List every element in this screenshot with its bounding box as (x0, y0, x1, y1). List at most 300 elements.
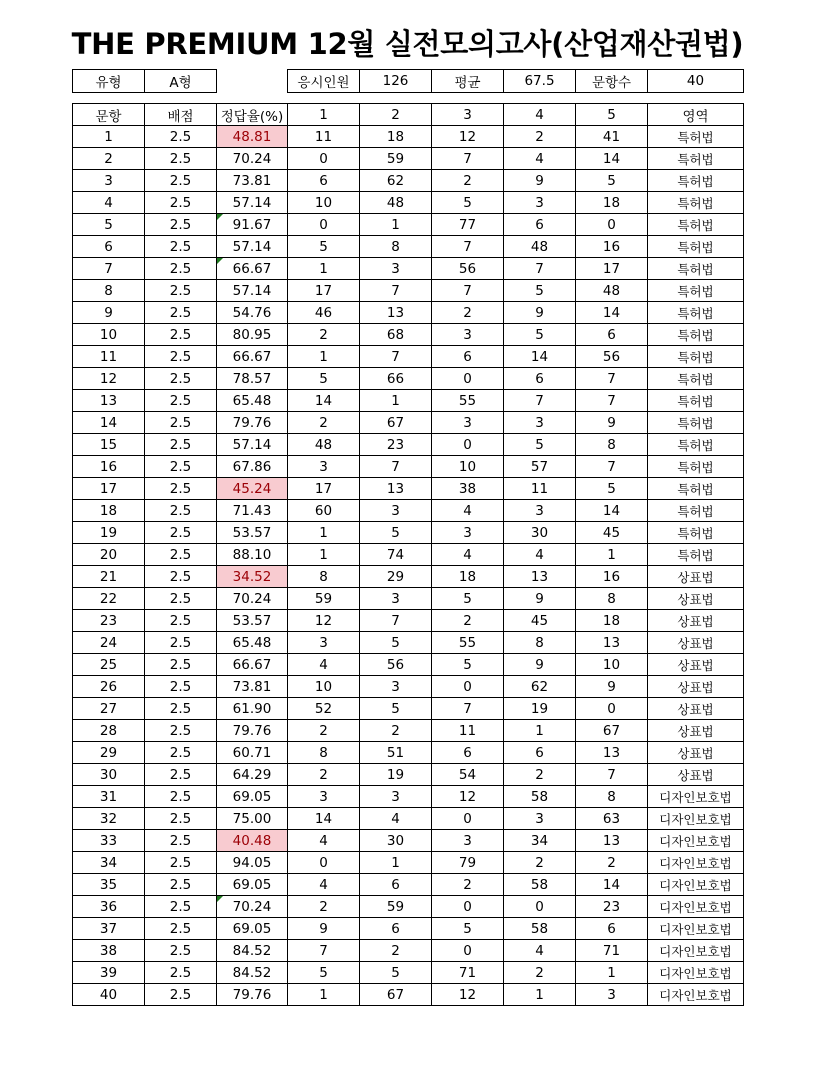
choice-3-cell[interactable]: 5 (432, 588, 504, 610)
choice-2-cell[interactable]: 3 (360, 786, 432, 808)
correct-rate-cell[interactable]: 53.57 (217, 522, 288, 544)
choice-2-cell[interactable]: 68 (360, 324, 432, 346)
area-cell[interactable]: 특허법 (648, 434, 744, 456)
choice-4-cell[interactable]: 2 (504, 852, 576, 874)
question-number-cell[interactable]: 8 (73, 280, 145, 302)
question-number-cell[interactable]: 29 (73, 742, 145, 764)
choice-3-cell[interactable]: 77 (432, 214, 504, 236)
choice-5-cell[interactable]: 8 (576, 434, 648, 456)
score-cell[interactable]: 2.5 (145, 610, 217, 632)
choice-2-cell[interactable]: 3 (360, 676, 432, 698)
choice-4-cell[interactable]: 58 (504, 918, 576, 940)
choice-5-cell[interactable]: 8 (576, 588, 648, 610)
area-cell[interactable]: 디자인보호법 (648, 808, 744, 830)
choice-2-cell[interactable]: 7 (360, 280, 432, 302)
choice-1-cell[interactable]: 4 (288, 874, 360, 896)
question-number-cell[interactable]: 2 (73, 148, 145, 170)
header-choice-4[interactable]: 4 (504, 104, 576, 126)
area-cell[interactable]: 특허법 (648, 214, 744, 236)
choice-1-cell[interactable]: 10 (288, 192, 360, 214)
correct-rate-cell[interactable]: 66.67 (217, 258, 288, 280)
area-cell[interactable]: 디자인보호법 (648, 962, 744, 984)
score-cell[interactable]: 2.5 (145, 126, 217, 148)
choice-1-cell[interactable]: 0 (288, 214, 360, 236)
choice-2-cell[interactable]: 1 (360, 214, 432, 236)
correct-rate-cell[interactable]: 79.76 (217, 984, 288, 1006)
correct-rate-cell[interactable]: 66.67 (217, 654, 288, 676)
choice-3-cell[interactable]: 11 (432, 720, 504, 742)
choice-2-cell[interactable]: 4 (360, 808, 432, 830)
correct-rate-cell[interactable]: 70.24 (217, 588, 288, 610)
score-cell[interactable]: 2.5 (145, 478, 217, 500)
choice-1-cell[interactable]: 3 (288, 456, 360, 478)
correct-rate-cell[interactable]: 75.00 (217, 808, 288, 830)
choice-4-cell[interactable]: 1 (504, 984, 576, 1006)
choice-2-cell[interactable]: 18 (360, 126, 432, 148)
score-cell[interactable]: 2.5 (145, 214, 217, 236)
question-number-cell[interactable]: 4 (73, 192, 145, 214)
choice-1-cell[interactable]: 0 (288, 148, 360, 170)
choice-1-cell[interactable]: 4 (288, 654, 360, 676)
choice-1-cell[interactable]: 1 (288, 522, 360, 544)
area-cell[interactable]: 특허법 (648, 478, 744, 500)
area-cell[interactable]: 특허법 (648, 280, 744, 302)
choice-5-cell[interactable]: 48 (576, 280, 648, 302)
choice-4-cell[interactable]: 3 (504, 808, 576, 830)
choice-1-cell[interactable]: 14 (288, 390, 360, 412)
choice-5-cell[interactable]: 8 (576, 786, 648, 808)
choice-3-cell[interactable]: 0 (432, 434, 504, 456)
choice-3-cell[interactable]: 3 (432, 324, 504, 346)
question-number-cell[interactable]: 5 (73, 214, 145, 236)
choice-4-cell[interactable]: 30 (504, 522, 576, 544)
choice-3-cell[interactable]: 5 (432, 192, 504, 214)
score-cell[interactable]: 2.5 (145, 390, 217, 412)
choice-2-cell[interactable]: 3 (360, 500, 432, 522)
choice-2-cell[interactable]: 48 (360, 192, 432, 214)
area-cell[interactable]: 특허법 (648, 500, 744, 522)
choice-2-cell[interactable]: 6 (360, 918, 432, 940)
choice-5-cell[interactable]: 67 (576, 720, 648, 742)
choice-4-cell[interactable]: 45 (504, 610, 576, 632)
choice-3-cell[interactable]: 55 (432, 390, 504, 412)
choice-2-cell[interactable]: 56 (360, 654, 432, 676)
question-number-cell[interactable]: 27 (73, 698, 145, 720)
score-cell[interactable]: 2.5 (145, 566, 217, 588)
choice-3-cell[interactable]: 7 (432, 236, 504, 258)
choice-2-cell[interactable]: 29 (360, 566, 432, 588)
question-number-cell[interactable]: 34 (73, 852, 145, 874)
choice-5-cell[interactable]: 2 (576, 852, 648, 874)
choice-3-cell[interactable]: 3 (432, 522, 504, 544)
score-cell[interactable]: 2.5 (145, 940, 217, 962)
choice-4-cell[interactable]: 19 (504, 698, 576, 720)
choice-5-cell[interactable]: 45 (576, 522, 648, 544)
choice-3-cell[interactable]: 71 (432, 962, 504, 984)
question-number-cell[interactable]: 26 (73, 676, 145, 698)
choice-5-cell[interactable]: 7 (576, 456, 648, 478)
choice-2-cell[interactable]: 30 (360, 830, 432, 852)
choice-4-cell[interactable]: 7 (504, 258, 576, 280)
choice-2-cell[interactable]: 2 (360, 720, 432, 742)
correct-rate-cell[interactable]: 69.05 (217, 874, 288, 896)
choice-2-cell[interactable]: 23 (360, 434, 432, 456)
area-cell[interactable]: 특허법 (648, 368, 744, 390)
correct-rate-cell[interactable]: 69.05 (217, 918, 288, 940)
choice-5-cell[interactable]: 63 (576, 808, 648, 830)
correct-rate-cell[interactable]: 70.24 (217, 896, 288, 918)
choice-3-cell[interactable]: 55 (432, 632, 504, 654)
choice-5-cell[interactable]: 18 (576, 610, 648, 632)
choice-4-cell[interactable]: 57 (504, 456, 576, 478)
average-value[interactable]: 67.5 (504, 70, 576, 93)
choice-4-cell[interactable]: 48 (504, 236, 576, 258)
area-cell[interactable]: 상표법 (648, 764, 744, 786)
choice-4-cell[interactable]: 5 (504, 324, 576, 346)
choice-2-cell[interactable]: 7 (360, 456, 432, 478)
choice-1-cell[interactable]: 2 (288, 412, 360, 434)
choice-4-cell[interactable]: 1 (504, 720, 576, 742)
question-number-cell[interactable]: 6 (73, 236, 145, 258)
choice-1-cell[interactable]: 1 (288, 544, 360, 566)
score-cell[interactable]: 2.5 (145, 324, 217, 346)
question-number-cell[interactable]: 14 (73, 412, 145, 434)
choice-2-cell[interactable]: 2 (360, 940, 432, 962)
correct-rate-cell[interactable]: 60.71 (217, 742, 288, 764)
correct-rate-cell[interactable]: 57.14 (217, 192, 288, 214)
question-number-cell[interactable]: 30 (73, 764, 145, 786)
choice-4-cell[interactable]: 2 (504, 764, 576, 786)
choice-2-cell[interactable]: 5 (360, 522, 432, 544)
choice-4-cell[interactable]: 0 (504, 896, 576, 918)
choice-5-cell[interactable]: 5 (576, 478, 648, 500)
choice-4-cell[interactable]: 9 (504, 654, 576, 676)
choice-1-cell[interactable]: 2 (288, 720, 360, 742)
area-cell[interactable]: 디자인보호법 (648, 940, 744, 962)
choice-2-cell[interactable]: 67 (360, 984, 432, 1006)
choice-5-cell[interactable]: 16 (576, 236, 648, 258)
choice-4-cell[interactable]: 3 (504, 412, 576, 434)
choice-2-cell[interactable]: 13 (360, 302, 432, 324)
question-number-cell[interactable]: 32 (73, 808, 145, 830)
score-cell[interactable]: 2.5 (145, 522, 217, 544)
question-number-cell[interactable]: 35 (73, 874, 145, 896)
question-number-cell[interactable]: 31 (73, 786, 145, 808)
area-cell[interactable]: 디자인보호법 (648, 830, 744, 852)
question-number-cell[interactable]: 24 (73, 632, 145, 654)
choice-5-cell[interactable]: 1 (576, 962, 648, 984)
question-number-cell[interactable]: 19 (73, 522, 145, 544)
correct-rate-cell[interactable]: 84.52 (217, 940, 288, 962)
choice-1-cell[interactable]: 46 (288, 302, 360, 324)
question-number-cell[interactable]: 36 (73, 896, 145, 918)
score-cell[interactable]: 2.5 (145, 192, 217, 214)
choice-3-cell[interactable]: 12 (432, 126, 504, 148)
score-cell[interactable]: 2.5 (145, 698, 217, 720)
choice-3-cell[interactable]: 7 (432, 280, 504, 302)
examinees-label[interactable]: 응시인원 (288, 70, 360, 93)
choice-5-cell[interactable]: 5 (576, 170, 648, 192)
choice-4-cell[interactable]: 6 (504, 742, 576, 764)
choice-1-cell[interactable]: 2 (288, 764, 360, 786)
area-cell[interactable]: 특허법 (648, 522, 744, 544)
choice-4-cell[interactable]: 13 (504, 566, 576, 588)
choice-3-cell[interactable]: 0 (432, 896, 504, 918)
choice-4-cell[interactable]: 14 (504, 346, 576, 368)
choice-5-cell[interactable]: 18 (576, 192, 648, 214)
type-label[interactable]: 유형 (73, 70, 145, 93)
score-cell[interactable]: 2.5 (145, 808, 217, 830)
choice-4-cell[interactable]: 6 (504, 368, 576, 390)
choice-5-cell[interactable]: 6 (576, 918, 648, 940)
question-number-cell[interactable]: 17 (73, 478, 145, 500)
choice-1-cell[interactable]: 8 (288, 566, 360, 588)
choice-1-cell[interactable]: 8 (288, 742, 360, 764)
choice-1-cell[interactable]: 6 (288, 170, 360, 192)
score-cell[interactable]: 2.5 (145, 346, 217, 368)
correct-rate-cell[interactable]: 78.57 (217, 368, 288, 390)
area-cell[interactable]: 특허법 (648, 126, 744, 148)
correct-rate-cell[interactable]: 79.76 (217, 720, 288, 742)
correct-rate-cell[interactable]: 70.24 (217, 148, 288, 170)
header-choice-5[interactable]: 5 (576, 104, 648, 126)
choice-5-cell[interactable]: 10 (576, 654, 648, 676)
choice-5-cell[interactable]: 13 (576, 742, 648, 764)
choice-5-cell[interactable]: 14 (576, 302, 648, 324)
choice-5-cell[interactable]: 14 (576, 500, 648, 522)
choice-4-cell[interactable]: 5 (504, 280, 576, 302)
choice-2-cell[interactable]: 51 (360, 742, 432, 764)
question-number-cell[interactable]: 11 (73, 346, 145, 368)
correct-rate-cell[interactable]: 91.67 (217, 214, 288, 236)
question-number-cell[interactable]: 9 (73, 302, 145, 324)
choice-5-cell[interactable]: 56 (576, 346, 648, 368)
choice-3-cell[interactable]: 12 (432, 984, 504, 1006)
choice-5-cell[interactable]: 7 (576, 368, 648, 390)
correct-rate-cell[interactable]: 57.14 (217, 236, 288, 258)
question-number-cell[interactable]: 20 (73, 544, 145, 566)
choice-2-cell[interactable]: 3 (360, 588, 432, 610)
choice-5-cell[interactable]: 17 (576, 258, 648, 280)
area-cell[interactable]: 상표법 (648, 566, 744, 588)
score-cell[interactable]: 2.5 (145, 258, 217, 280)
score-cell[interactable]: 2.5 (145, 676, 217, 698)
question-number-cell[interactable]: 15 (73, 434, 145, 456)
area-cell[interactable]: 상표법 (648, 632, 744, 654)
area-cell[interactable]: 특허법 (648, 170, 744, 192)
choice-3-cell[interactable]: 3 (432, 830, 504, 852)
header-question[interactable]: 문항 (73, 104, 145, 126)
choice-5-cell[interactable]: 14 (576, 148, 648, 170)
area-cell[interactable]: 상표법 (648, 676, 744, 698)
choice-2-cell[interactable]: 67 (360, 412, 432, 434)
area-cell[interactable]: 특허법 (648, 456, 744, 478)
choice-1-cell[interactable]: 60 (288, 500, 360, 522)
choice-1-cell[interactable]: 17 (288, 478, 360, 500)
correct-rate-cell[interactable]: 61.90 (217, 698, 288, 720)
choice-4-cell[interactable]: 11 (504, 478, 576, 500)
choice-3-cell[interactable]: 56 (432, 258, 504, 280)
score-cell[interactable]: 2.5 (145, 962, 217, 984)
choice-1-cell[interactable]: 59 (288, 588, 360, 610)
choice-2-cell[interactable]: 1 (360, 390, 432, 412)
score-cell[interactable]: 2.5 (145, 852, 217, 874)
choice-5-cell[interactable]: 13 (576, 632, 648, 654)
examinees-value[interactable]: 126 (360, 70, 432, 93)
choice-4-cell[interactable]: 58 (504, 874, 576, 896)
score-cell[interactable]: 2.5 (145, 786, 217, 808)
choice-4-cell[interactable]: 58 (504, 786, 576, 808)
score-cell[interactable]: 2.5 (145, 720, 217, 742)
correct-rate-cell[interactable]: 88.10 (217, 544, 288, 566)
choice-4-cell[interactable]: 5 (504, 434, 576, 456)
score-cell[interactable]: 2.5 (145, 830, 217, 852)
choice-2-cell[interactable]: 5 (360, 632, 432, 654)
question-number-cell[interactable]: 25 (73, 654, 145, 676)
area-cell[interactable]: 특허법 (648, 390, 744, 412)
choice-2-cell[interactable]: 19 (360, 764, 432, 786)
question-number-cell[interactable]: 33 (73, 830, 145, 852)
question-number-cell[interactable]: 1 (73, 126, 145, 148)
choice-5-cell[interactable]: 3 (576, 984, 648, 1006)
choice-1-cell[interactable]: 1 (288, 258, 360, 280)
score-cell[interactable]: 2.5 (145, 984, 217, 1006)
choice-4-cell[interactable]: 9 (504, 588, 576, 610)
choice-2-cell[interactable]: 5 (360, 962, 432, 984)
choice-4-cell[interactable]: 7 (504, 390, 576, 412)
choice-3-cell[interactable]: 54 (432, 764, 504, 786)
choice-5-cell[interactable]: 0 (576, 698, 648, 720)
choice-4-cell[interactable]: 2 (504, 962, 576, 984)
score-cell[interactable]: 2.5 (145, 170, 217, 192)
choice-2-cell[interactable]: 5 (360, 698, 432, 720)
choice-1-cell[interactable]: 1 (288, 984, 360, 1006)
correct-rate-cell[interactable]: 54.76 (217, 302, 288, 324)
score-cell[interactable]: 2.5 (145, 368, 217, 390)
choice-3-cell[interactable]: 38 (432, 478, 504, 500)
choice-5-cell[interactable]: 71 (576, 940, 648, 962)
choice-1-cell[interactable]: 3 (288, 786, 360, 808)
correct-rate-cell[interactable]: 73.81 (217, 676, 288, 698)
choice-4-cell[interactable]: 34 (504, 830, 576, 852)
correct-rate-cell[interactable]: 73.81 (217, 170, 288, 192)
choice-3-cell[interactable]: 0 (432, 940, 504, 962)
choice-2-cell[interactable]: 3 (360, 258, 432, 280)
score-cell[interactable]: 2.5 (145, 874, 217, 896)
choice-5-cell[interactable]: 41 (576, 126, 648, 148)
area-cell[interactable]: 특허법 (648, 148, 744, 170)
question-number-cell[interactable]: 38 (73, 940, 145, 962)
score-cell[interactable]: 2.5 (145, 588, 217, 610)
area-cell[interactable]: 디자인보호법 (648, 984, 744, 1006)
correct-rate-cell[interactable]: 34.52 (217, 566, 288, 588)
question-number-cell[interactable]: 40 (73, 984, 145, 1006)
choice-3-cell[interactable]: 3 (432, 412, 504, 434)
choice-5-cell[interactable]: 1 (576, 544, 648, 566)
choice-4-cell[interactable]: 3 (504, 500, 576, 522)
correct-rate-cell[interactable]: 65.48 (217, 390, 288, 412)
type-value[interactable]: A형 (145, 70, 217, 93)
score-cell[interactable]: 2.5 (145, 742, 217, 764)
correct-rate-cell[interactable]: 45.24 (217, 478, 288, 500)
score-cell[interactable]: 2.5 (145, 280, 217, 302)
question-number-cell[interactable]: 16 (73, 456, 145, 478)
choice-4-cell[interactable]: 9 (504, 170, 576, 192)
choice-3-cell[interactable]: 6 (432, 742, 504, 764)
correct-rate-cell[interactable]: 57.14 (217, 434, 288, 456)
choice-1-cell[interactable]: 11 (288, 126, 360, 148)
area-cell[interactable]: 상표법 (648, 610, 744, 632)
choice-3-cell[interactable]: 2 (432, 170, 504, 192)
score-cell[interactable]: 2.5 (145, 632, 217, 654)
question-number-cell[interactable]: 10 (73, 324, 145, 346)
choice-3-cell[interactable]: 2 (432, 610, 504, 632)
area-cell[interactable]: 특허법 (648, 192, 744, 214)
question-number-cell[interactable]: 21 (73, 566, 145, 588)
header-area[interactable]: 영역 (648, 104, 744, 126)
choice-1-cell[interactable]: 5 (288, 962, 360, 984)
choice-3-cell[interactable]: 6 (432, 346, 504, 368)
choice-5-cell[interactable]: 7 (576, 390, 648, 412)
choice-5-cell[interactable]: 13 (576, 830, 648, 852)
area-cell[interactable]: 특허법 (648, 346, 744, 368)
question-number-cell[interactable]: 13 (73, 390, 145, 412)
correct-rate-cell[interactable]: 57.14 (217, 280, 288, 302)
choice-3-cell[interactable]: 7 (432, 148, 504, 170)
choice-3-cell[interactable]: 7 (432, 698, 504, 720)
choice-1-cell[interactable]: 5 (288, 236, 360, 258)
choice-3-cell[interactable]: 0 (432, 676, 504, 698)
correct-rate-cell[interactable]: 65.48 (217, 632, 288, 654)
score-cell[interactable]: 2.5 (145, 302, 217, 324)
choice-2-cell[interactable]: 59 (360, 896, 432, 918)
area-cell[interactable]: 특허법 (648, 544, 744, 566)
choice-4-cell[interactable]: 8 (504, 632, 576, 654)
choice-1-cell[interactable]: 14 (288, 808, 360, 830)
choice-1-cell[interactable]: 1 (288, 346, 360, 368)
choice-4-cell[interactable]: 2 (504, 126, 576, 148)
choice-1-cell[interactable]: 52 (288, 698, 360, 720)
header-correct-rate[interactable]: 정답율(%) (217, 104, 288, 126)
score-cell[interactable]: 2.5 (145, 434, 217, 456)
area-cell[interactable]: 디자인보호법 (648, 896, 744, 918)
choice-4-cell[interactable]: 4 (504, 148, 576, 170)
question-number-cell[interactable]: 23 (73, 610, 145, 632)
correct-rate-cell[interactable]: 53.57 (217, 610, 288, 632)
area-cell[interactable]: 상표법 (648, 698, 744, 720)
area-cell[interactable]: 디자인보호법 (648, 874, 744, 896)
question-number-cell[interactable]: 3 (73, 170, 145, 192)
choice-2-cell[interactable]: 62 (360, 170, 432, 192)
choice-3-cell[interactable]: 4 (432, 544, 504, 566)
choice-2-cell[interactable]: 13 (360, 478, 432, 500)
choice-1-cell[interactable]: 3 (288, 632, 360, 654)
choice-1-cell[interactable]: 17 (288, 280, 360, 302)
choice-5-cell[interactable]: 7 (576, 764, 648, 786)
choice-3-cell[interactable]: 0 (432, 808, 504, 830)
correct-rate-cell[interactable]: 71.43 (217, 500, 288, 522)
choice-5-cell[interactable]: 9 (576, 412, 648, 434)
choice-3-cell[interactable]: 4 (432, 500, 504, 522)
choice-4-cell[interactable]: 62 (504, 676, 576, 698)
area-cell[interactable]: 특허법 (648, 236, 744, 258)
choice-1-cell[interactable]: 2 (288, 896, 360, 918)
area-cell[interactable]: 상표법 (648, 588, 744, 610)
choice-4-cell[interactable]: 3 (504, 192, 576, 214)
area-cell[interactable]: 특허법 (648, 412, 744, 434)
header-score[interactable]: 배점 (145, 104, 217, 126)
question-number-cell[interactable]: 7 (73, 258, 145, 280)
